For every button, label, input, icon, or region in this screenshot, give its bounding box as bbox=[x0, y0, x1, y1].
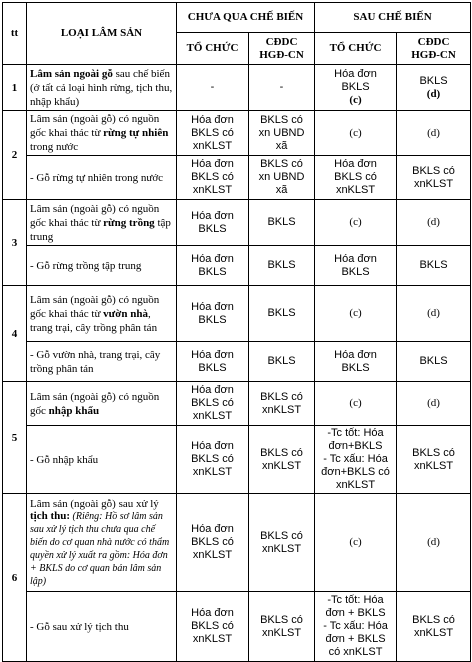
row-description: - Gỗ sau xử lý tịch thu bbox=[27, 592, 177, 662]
header-row-1 bbox=[3, 3, 471, 33]
cell-cddc-sau: BKLS có xnKLST bbox=[397, 592, 471, 662]
row-description: - Gỗ nhập khẩu bbox=[27, 426, 177, 494]
row-description-rest: tập trung bbox=[30, 216, 171, 243]
header-loai-lam-san: LOẠI LÂM SẢN bbox=[27, 3, 177, 65]
cell-to-chuc-sau: (c) bbox=[315, 382, 397, 426]
row-description-rest: , trang trại, cây trồng phân tán bbox=[30, 307, 158, 334]
row-description-text: Lâm sản (ngoài gỗ) có nguồn gốc khai thác từ bbox=[30, 113, 160, 139]
cell-cddc-sau: BKLS có xnKLST bbox=[397, 156, 471, 200]
table-row bbox=[3, 156, 471, 200]
table-row bbox=[3, 426, 471, 494]
cell-to-chuc-sau: (c) bbox=[315, 111, 397, 156]
row-description-rest: trong nước bbox=[30, 141, 79, 153]
cell-to-chuc-chua: Hóa đơn BKLS bbox=[177, 286, 249, 342]
row-number: 5 bbox=[3, 382, 27, 494]
header-to-chuc-1: TỔ CHỨC bbox=[177, 33, 249, 65]
cell-cddc-chua: BKLS bbox=[249, 200, 315, 246]
document bbox=[2, 2, 470, 662]
table-row bbox=[3, 382, 471, 426]
cell-to-chuc-chua: Hóa đơn BKLS có xnKLST bbox=[177, 426, 249, 494]
cell-to-chuc-chua: Hóa đơn BKLS bbox=[177, 200, 249, 246]
cell-note-d: (d) bbox=[426, 87, 441, 100]
cell-cddc-chua: - bbox=[249, 65, 315, 111]
cell-to-chuc-sau: (c) bbox=[315, 494, 397, 592]
row-description-bold: rừng trồng bbox=[103, 216, 155, 229]
cell-to-chuc-sau: (c) bbox=[315, 286, 397, 342]
row-description bbox=[27, 494, 177, 592]
table-row bbox=[3, 286, 471, 342]
cell-cddc-sau: BKLS bbox=[397, 246, 471, 286]
row-number: 2 bbox=[3, 111, 27, 200]
row-description: - Gỗ rừng trồng tập trung bbox=[27, 246, 177, 286]
forest-products-table bbox=[2, 2, 471, 662]
row-description-text: Lâm sản (ngoài gỗ) có nguồn gốc khai thác từ bbox=[30, 202, 160, 229]
cell-cddc-sau: (d) bbox=[397, 494, 471, 592]
row-description-bold: tịch thu: bbox=[30, 509, 71, 522]
cell-cddc-sau: (d) bbox=[397, 200, 471, 246]
cell-to-chuc-sau: Hóa đơn BKLS bbox=[315, 246, 397, 286]
row-number: 6 bbox=[3, 494, 27, 662]
table-row bbox=[3, 342, 471, 382]
table-row bbox=[3, 111, 471, 156]
row-description bbox=[27, 200, 177, 246]
row-number: 3 bbox=[3, 200, 27, 286]
cell-cddc-chua: BKLS có xn UBND xã bbox=[249, 111, 315, 156]
table-row bbox=[3, 65, 471, 111]
cell-to-chuc-chua: Hóa đơn BKLS bbox=[177, 246, 249, 286]
row-description-text: Lâm sản (ngoài gỗ) có nguồn gốc bbox=[30, 390, 160, 417]
header-chua-qua-che-bien: CHƯA QUA CHẾ BIẾN bbox=[177, 3, 315, 33]
cell-note-c: (c) bbox=[349, 94, 362, 106]
row-number: 4 bbox=[3, 286, 27, 382]
cell-to-chuc-sau: -Tc tốt: Hóa đơn+BKLS - Tc xấu: Hóa đơn+BKLS có xnKLST bbox=[315, 426, 397, 494]
row-description-bold: vườn nhà bbox=[103, 307, 148, 320]
cell-to-chuc-sau: Hóa đơn BKLS có xnKLST bbox=[315, 156, 397, 200]
row-description-bold: rừng tự nhiên bbox=[103, 127, 169, 139]
header-tt: tt bbox=[3, 3, 27, 65]
table-row bbox=[3, 592, 471, 662]
table-row bbox=[3, 246, 471, 286]
row-description bbox=[27, 65, 177, 111]
cell-to-chuc-chua: Hóa đơn BKLS có xnKLST bbox=[177, 382, 249, 426]
cell-to-chuc-chua: Hóa đơn BKLS bbox=[177, 342, 249, 382]
row-description-bold: nhập khẩu bbox=[48, 404, 100, 417]
cell-to-chuc-sau bbox=[315, 65, 397, 111]
cell-to-chuc-chua: - bbox=[177, 65, 249, 111]
cell-cddc-chua: BKLS có xnKLST bbox=[249, 382, 315, 426]
row-description-rest: sau chế biến (ở tất cả loại hình rừng, tịch thu, nhập khẩu) bbox=[30, 67, 173, 108]
cell-cddc-sau: (d) bbox=[397, 286, 471, 342]
cell-text: BKLS bbox=[419, 74, 448, 87]
cell-cddc-chua: BKLS bbox=[249, 286, 315, 342]
cell-cddc-sau: (d) bbox=[397, 111, 471, 156]
row-description-note: (Riêng: Hồ sơ lâm sản sau xử lý tịch thu chưa qua chế biến do cơ quan nhà nước có thẩm quyền xử lý xuất ra gồm: Hóa đơn + BKLS do cơ quan bán lâm sản lập) bbox=[30, 510, 170, 587]
header-sau-che-bien: SAU CHẾ BIẾN bbox=[315, 3, 471, 33]
row-description bbox=[27, 111, 177, 156]
table-row bbox=[3, 200, 471, 246]
table-row bbox=[3, 494, 471, 592]
cell-cddc-chua: BKLS có xnKLST bbox=[249, 494, 315, 592]
cell-to-chuc-chua: Hóa đơn BKLS có xnKLST bbox=[177, 156, 249, 200]
row-description-text: Lâm sản (ngoài gỗ) có nguồn gốc khai thác từ bbox=[30, 293, 160, 320]
cell-cddc-chua: BKLS có xn UBND xã bbox=[249, 156, 315, 200]
cell-to-chuc-sau: (c) bbox=[315, 200, 397, 246]
cell-to-chuc-sau: Hóa đơn BKLS bbox=[315, 342, 397, 382]
row-description: - Gỗ vườn nhà, trang trại, cây trồng phân tán bbox=[27, 342, 177, 382]
cell-cddc-chua: BKLS có xnKLST bbox=[249, 426, 315, 494]
cell-cddc-sau bbox=[397, 65, 471, 111]
row-description bbox=[27, 286, 177, 342]
cell-to-chuc-chua: Hóa đơn BKLS có xnKLST bbox=[177, 592, 249, 662]
cell-cddc-sau: BKLS có xnKLST bbox=[397, 426, 471, 494]
header-to-chuc-2: TỔ CHỨC bbox=[315, 33, 397, 65]
cell-text: Hóa đơn BKLS bbox=[334, 68, 377, 93]
cell-to-chuc-chua: Hóa đơn BKLS có xnKLST bbox=[177, 494, 249, 592]
row-number: 1 bbox=[3, 65, 27, 111]
cell-cddc-chua: BKLS bbox=[249, 246, 315, 286]
row-description bbox=[27, 382, 177, 426]
cell-cddc-chua: BKLS bbox=[249, 342, 315, 382]
header-cddc-2: CĐDC HGĐ-CN bbox=[397, 33, 471, 65]
header-cddc-1: CĐDC HGĐ-CN bbox=[249, 33, 315, 65]
row-description-bold: Lâm sản ngoài gỗ bbox=[30, 67, 113, 80]
cell-cddc-sau: (d) bbox=[397, 382, 471, 426]
row-description: - Gỗ rừng tự nhiên trong nước bbox=[27, 156, 177, 200]
cell-to-chuc-chua: Hóa đơn BKLS có xnKLST bbox=[177, 111, 249, 156]
cell-cddc-sau: BKLS bbox=[397, 342, 471, 382]
cell-cddc-chua: BKLS có xnKLST bbox=[249, 592, 315, 662]
cell-to-chuc-sau: -Tc tốt: Hóa đơn + BKLS - Tc xấu: Hóa đơn + BKLS có xnKLST bbox=[315, 592, 397, 662]
row-description-text: Lâm sản (ngoài gỗ) sau xử lý bbox=[30, 497, 159, 510]
